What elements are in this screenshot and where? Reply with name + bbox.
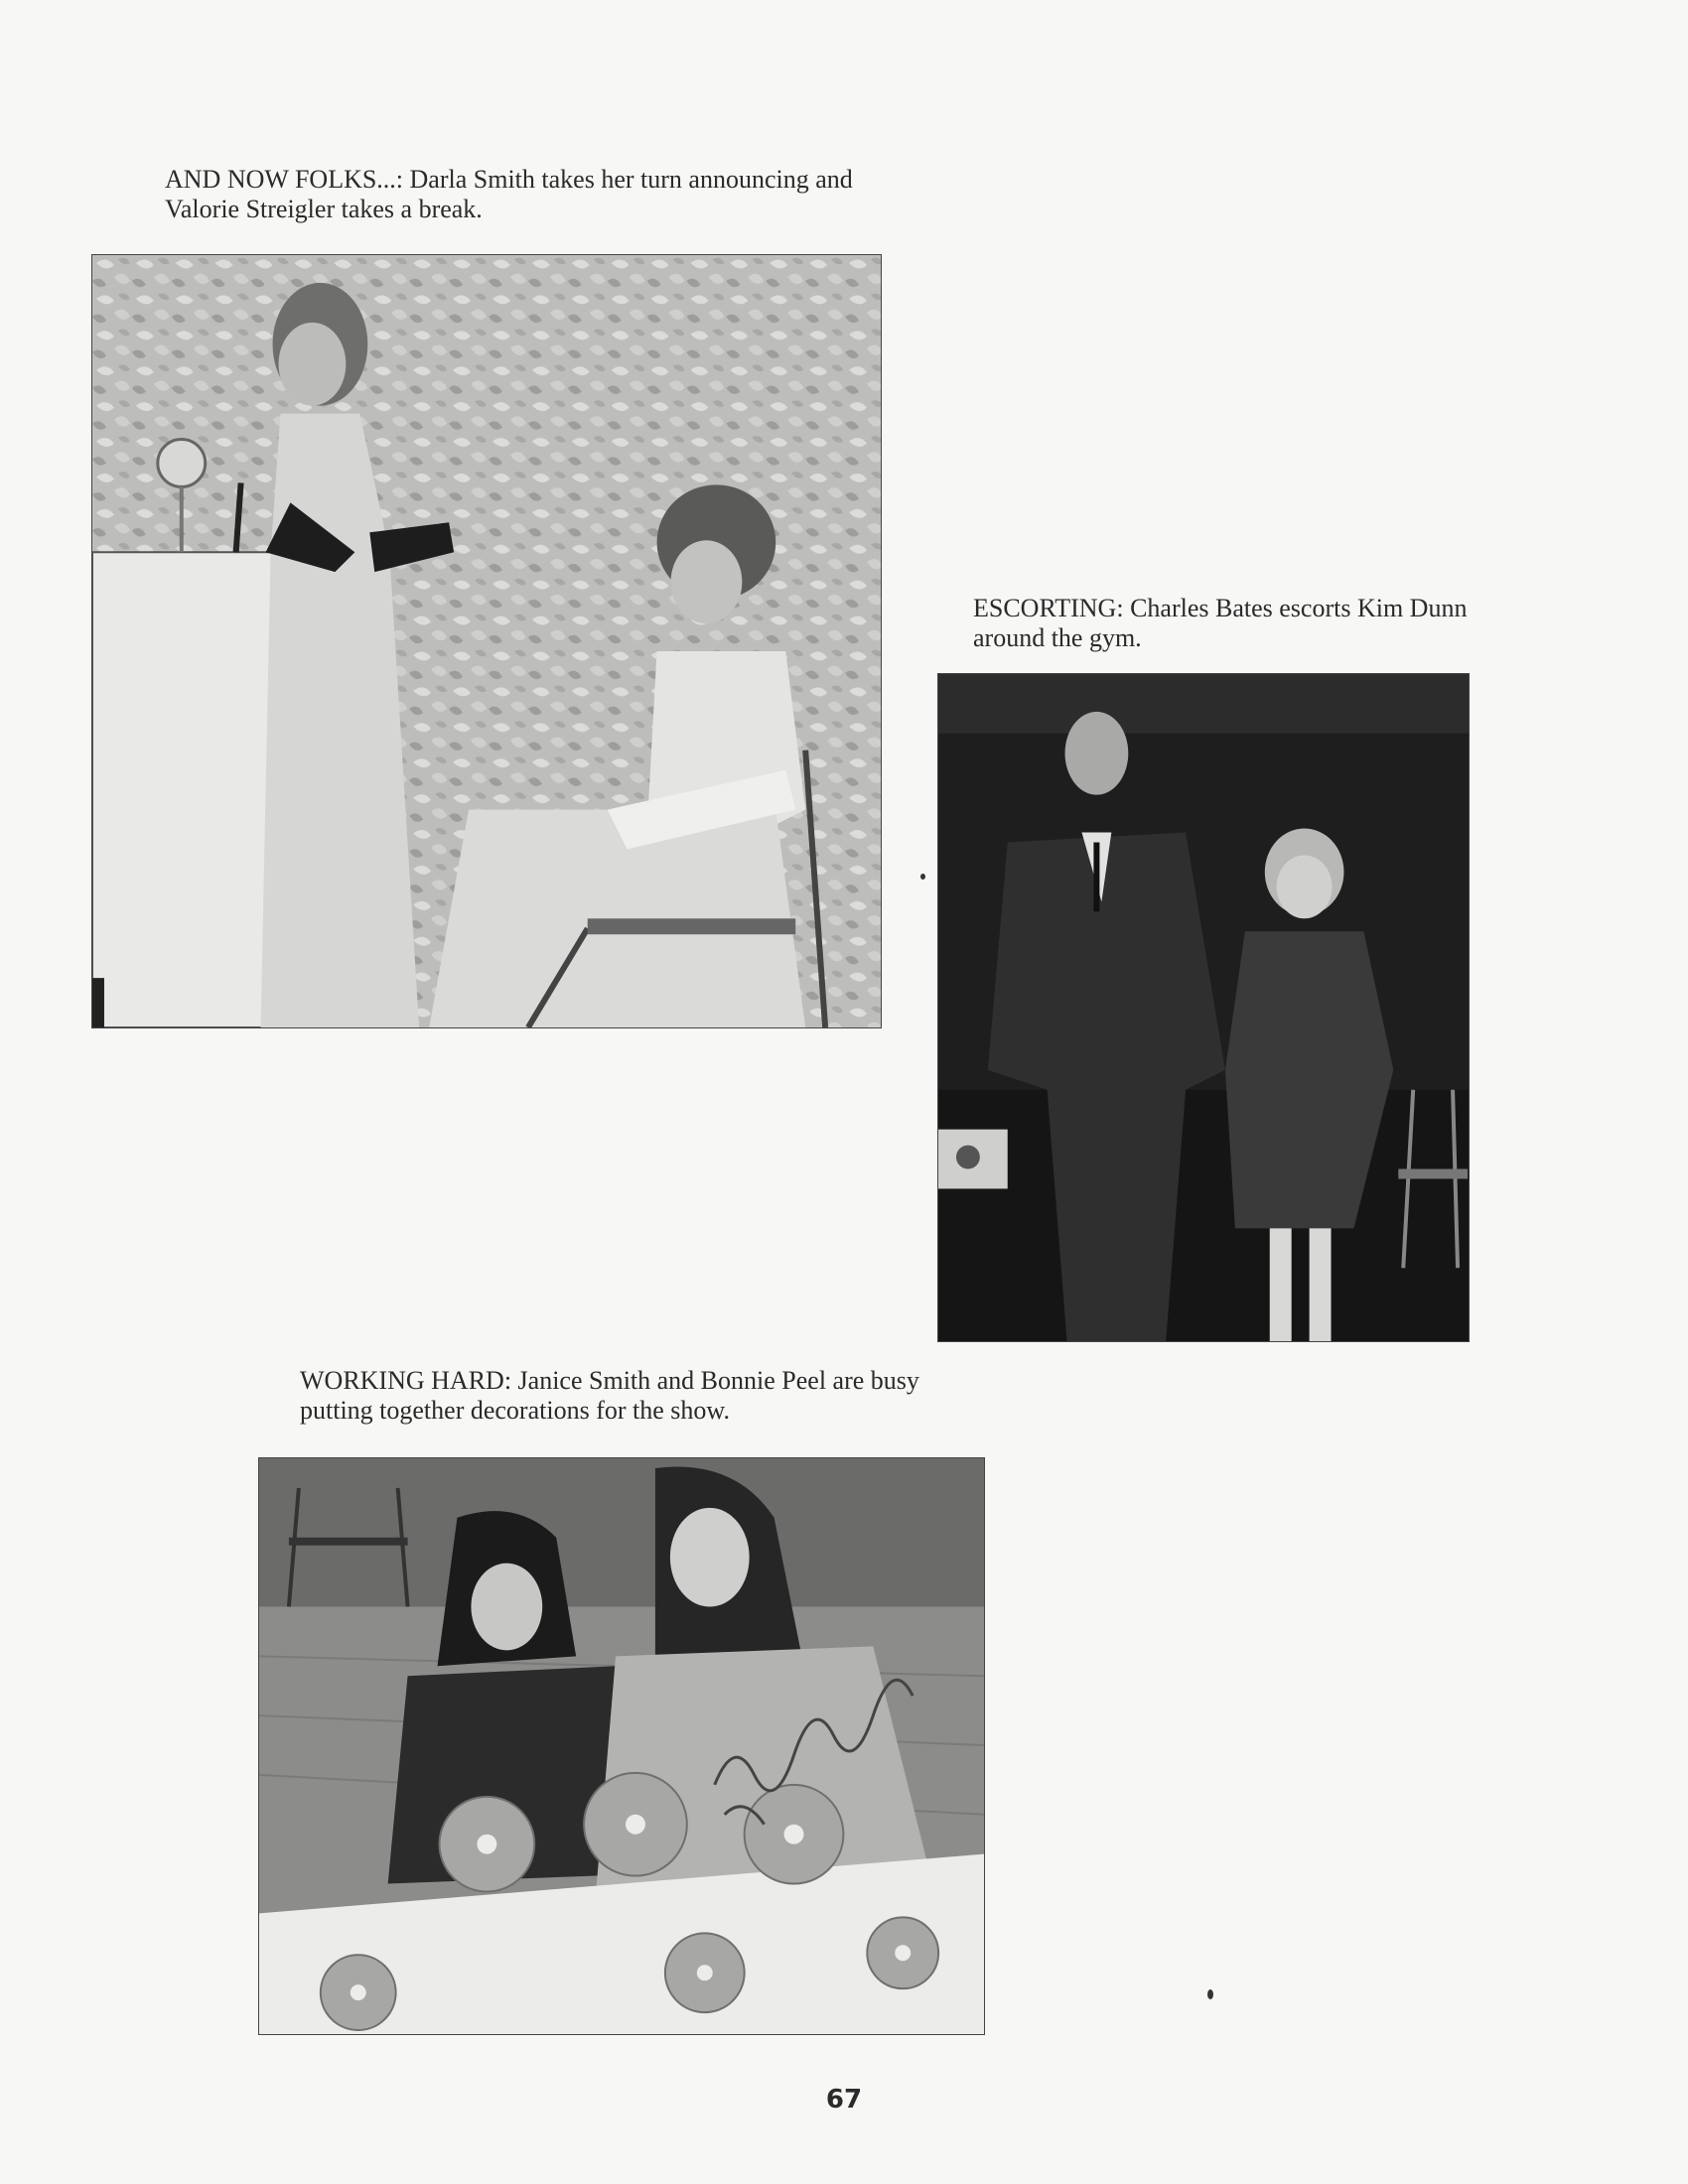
photo-making-decorations-image (259, 1458, 984, 2034)
caption-escorting (973, 594, 1470, 653)
caption-announcing (165, 165, 880, 224)
page-speck (920, 874, 925, 880)
photo-making-decorations (258, 1457, 985, 2035)
caption-lead: AND NOW FOLKS...: (165, 165, 404, 194)
photo-announcer-podium-image (92, 255, 881, 1027)
caption-lead: ESCORTING: (973, 594, 1124, 622)
photo-escorting-gym (937, 673, 1470, 1342)
photo-escorting-gym-image (938, 674, 1469, 1341)
page-speck (1207, 1989, 1213, 1999)
caption-lead: WORKING HARD: (300, 1366, 512, 1395)
page-number: 67 (825, 2085, 863, 2115)
caption-text: Darla Smith takes her turn announcing and Valorie Streigler takes a break. (165, 165, 853, 223)
caption-working-hard (300, 1366, 955, 1426)
caption-text: Janice Smith and Bonnie Peel are busy putting together decorations for the show. (300, 1366, 919, 1425)
caption-text: Charles Bates escorts Kim Dunn around the gym. (973, 594, 1468, 652)
photo-announcer-podium (91, 254, 882, 1028)
